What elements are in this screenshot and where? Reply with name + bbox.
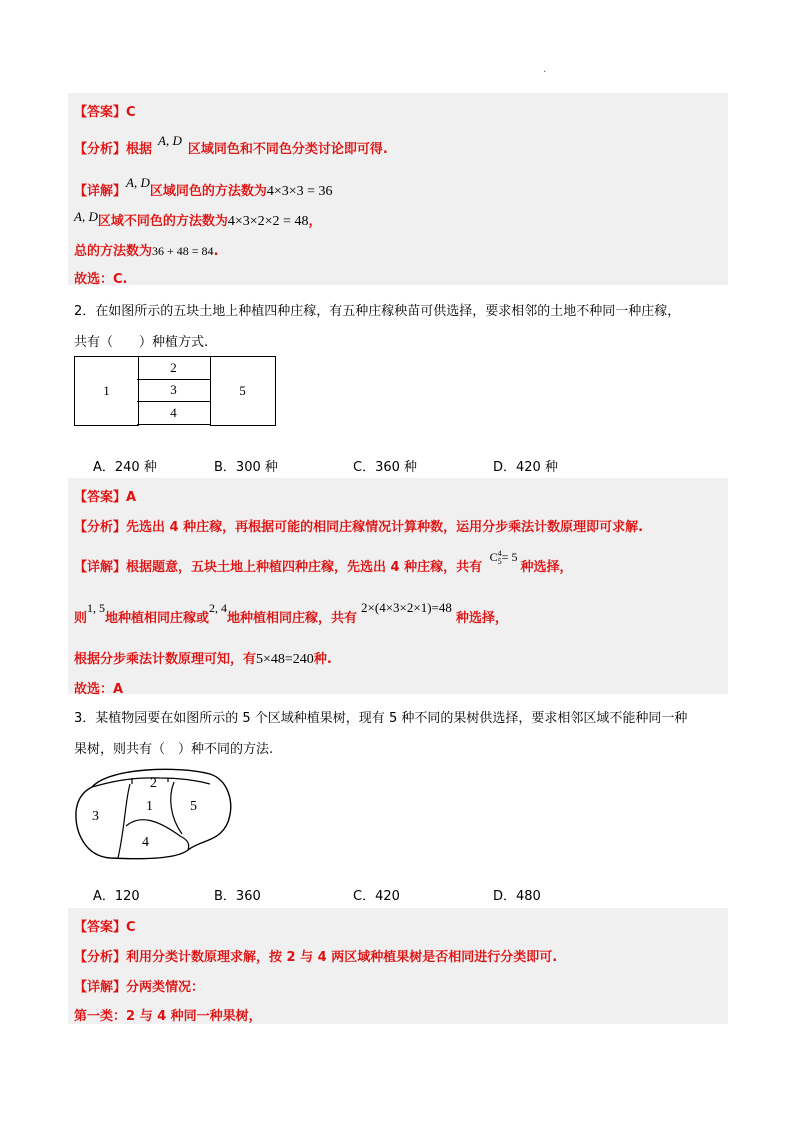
detail-text: 总的方法数为 xyxy=(74,244,153,259)
region-label-5: 5 xyxy=(190,799,197,814)
analysis-text: 根据 xyxy=(126,142,153,157)
comb-c: C xyxy=(489,550,498,564)
question-3-line-1: 3．某植物园要在如图所示的 5 个区域种植果树，现有 5 种不同的果树供选择，要求相邻区域不能种同一种 xyxy=(74,711,688,726)
analysis-line-3 xyxy=(74,946,557,965)
analysis-text: 利用分类计数原理求解，按 2 与 4 两区域种植果树是否相同进行分类即可. xyxy=(126,950,558,965)
analysis-math: A, D xyxy=(158,133,182,148)
detail-text: 分两类情况： xyxy=(126,980,205,995)
option-c[interactable]: C．420 xyxy=(353,889,400,904)
detail-math: 2, 4 xyxy=(209,601,228,615)
analysis-label: 【分析】 xyxy=(74,520,127,535)
detail-line-3-1 xyxy=(74,976,204,995)
border-3 xyxy=(118,784,130,858)
punct: . xyxy=(213,244,219,259)
analysis-label: 【分析】 xyxy=(74,142,127,157)
detail-text-end: 种选择， xyxy=(520,560,573,575)
detail-math: 1, 5 xyxy=(87,601,106,615)
comb-eq: = 5 xyxy=(501,550,518,564)
case-1-line: 第一类：2 与 4 种同一种果树， xyxy=(74,1009,262,1024)
detail-line-2-1 xyxy=(74,549,573,576)
answer-value: C xyxy=(126,920,136,935)
question-2-line-1: 2．在如图所示的五块土地上种植四种庄稼，有五种庄稼秧苗可供选择，要求相邻的土地不种同一种庄稼， xyxy=(74,304,681,319)
detail-line-2 xyxy=(74,210,321,230)
answer-line-2 xyxy=(74,486,136,505)
answer-line-3 xyxy=(74,916,136,935)
analysis-text: 先选出 4 种庄稼，再根据可能的相同庄稼情况计算种数，运用分步乘法计数原理即可求解. xyxy=(126,520,644,535)
option-c[interactable]: C．360 种 xyxy=(353,460,418,475)
region-label-4: 4 xyxy=(142,835,149,850)
choose-line-1: 故选：C. xyxy=(74,272,128,287)
option-d[interactable]: D．480 xyxy=(493,889,541,904)
option-d[interactable]: D．420 种 xyxy=(493,460,558,475)
choose-line-2: 故选：A xyxy=(74,682,124,697)
analysis-text-end: 区域同色和不同色分类讨论即可得. xyxy=(187,142,388,157)
border-1-5 xyxy=(171,782,182,834)
analysis-line-2 xyxy=(74,516,643,535)
option-a[interactable]: A．240 种 xyxy=(93,460,157,475)
comb-sub: 5 xyxy=(497,557,502,567)
field-cell-1: 1 xyxy=(74,356,139,426)
field-cell-3: 3 xyxy=(137,379,211,402)
page-dot: . xyxy=(543,64,547,75)
region-label-3: 3 xyxy=(92,809,99,824)
detail-eq: 5×48=240 xyxy=(256,652,314,667)
combination-math xyxy=(489,549,518,567)
border-4 xyxy=(126,820,189,850)
detail-eq: 2×(4×3×2×1)=48 xyxy=(361,600,452,615)
detail-math: A, D xyxy=(74,209,98,224)
analysis-label: 【分析】 xyxy=(74,950,127,965)
region-label-2: 2 xyxy=(150,776,157,791)
detail-label: 【详解】 xyxy=(74,560,127,575)
detail-eq: 4×3×3 = 36 xyxy=(266,184,333,199)
detail-label: 【详解】 xyxy=(74,980,127,995)
analysis-line-1 xyxy=(74,133,388,157)
detail-text: 区域同色的方法数为 xyxy=(149,184,267,199)
field-cell-4: 4 xyxy=(137,402,211,425)
detail-text: 根据分步乘法计数原理可知，有 xyxy=(74,652,257,667)
answer-value: A xyxy=(126,490,137,505)
option-b[interactable]: B．360 xyxy=(214,889,261,904)
question-3-line-2: 果树，则共有（ ）种不同的方法. xyxy=(74,742,274,757)
detail-text: 根据题意，五块土地上种植四种庄稼，先选出 4 种庄稼，共有 xyxy=(126,560,483,575)
detail-eq: 36 + 48 = 84 xyxy=(152,244,214,258)
comb-sup: 4 xyxy=(497,549,502,559)
field-cell-5: 5 xyxy=(210,356,276,426)
punct: ， xyxy=(308,214,322,229)
region-label-1: 1 xyxy=(146,799,153,814)
question-2-line-2: 共有（ ）种植方式. xyxy=(74,335,209,350)
answer-value: C xyxy=(126,105,136,120)
detail-text: 则 xyxy=(74,611,88,626)
field-cell-2: 2 xyxy=(137,356,211,380)
option-b[interactable]: B．300 种 xyxy=(214,460,278,475)
answer-label: 【答案】 xyxy=(74,920,127,935)
answer-label: 【答案】 xyxy=(74,490,127,505)
detail-line-2-2 xyxy=(74,600,508,626)
detail-text-end: 种选择， xyxy=(455,611,508,626)
detail-eq: 4×3×2×2 = 48 xyxy=(227,214,309,229)
detail-text: 地种植相同庄稼或 xyxy=(105,611,210,626)
detail-line-2-3 xyxy=(74,648,332,668)
detail-text: 地种植相同庄稼，共有 xyxy=(227,611,358,626)
region-map xyxy=(70,762,235,867)
detail-label: 【详解】 xyxy=(74,184,127,199)
answer-line-1 xyxy=(74,101,136,120)
detail-math: A, D xyxy=(126,175,150,190)
answer-label: 【答案】 xyxy=(74,105,127,120)
detail-line-3 xyxy=(74,240,219,259)
option-a[interactable]: A．120 xyxy=(93,889,140,904)
detail-line-1 xyxy=(74,175,333,200)
detail-text: 区域不同色的方法数为 xyxy=(97,214,228,229)
detail-text-end: 种. xyxy=(313,652,332,667)
